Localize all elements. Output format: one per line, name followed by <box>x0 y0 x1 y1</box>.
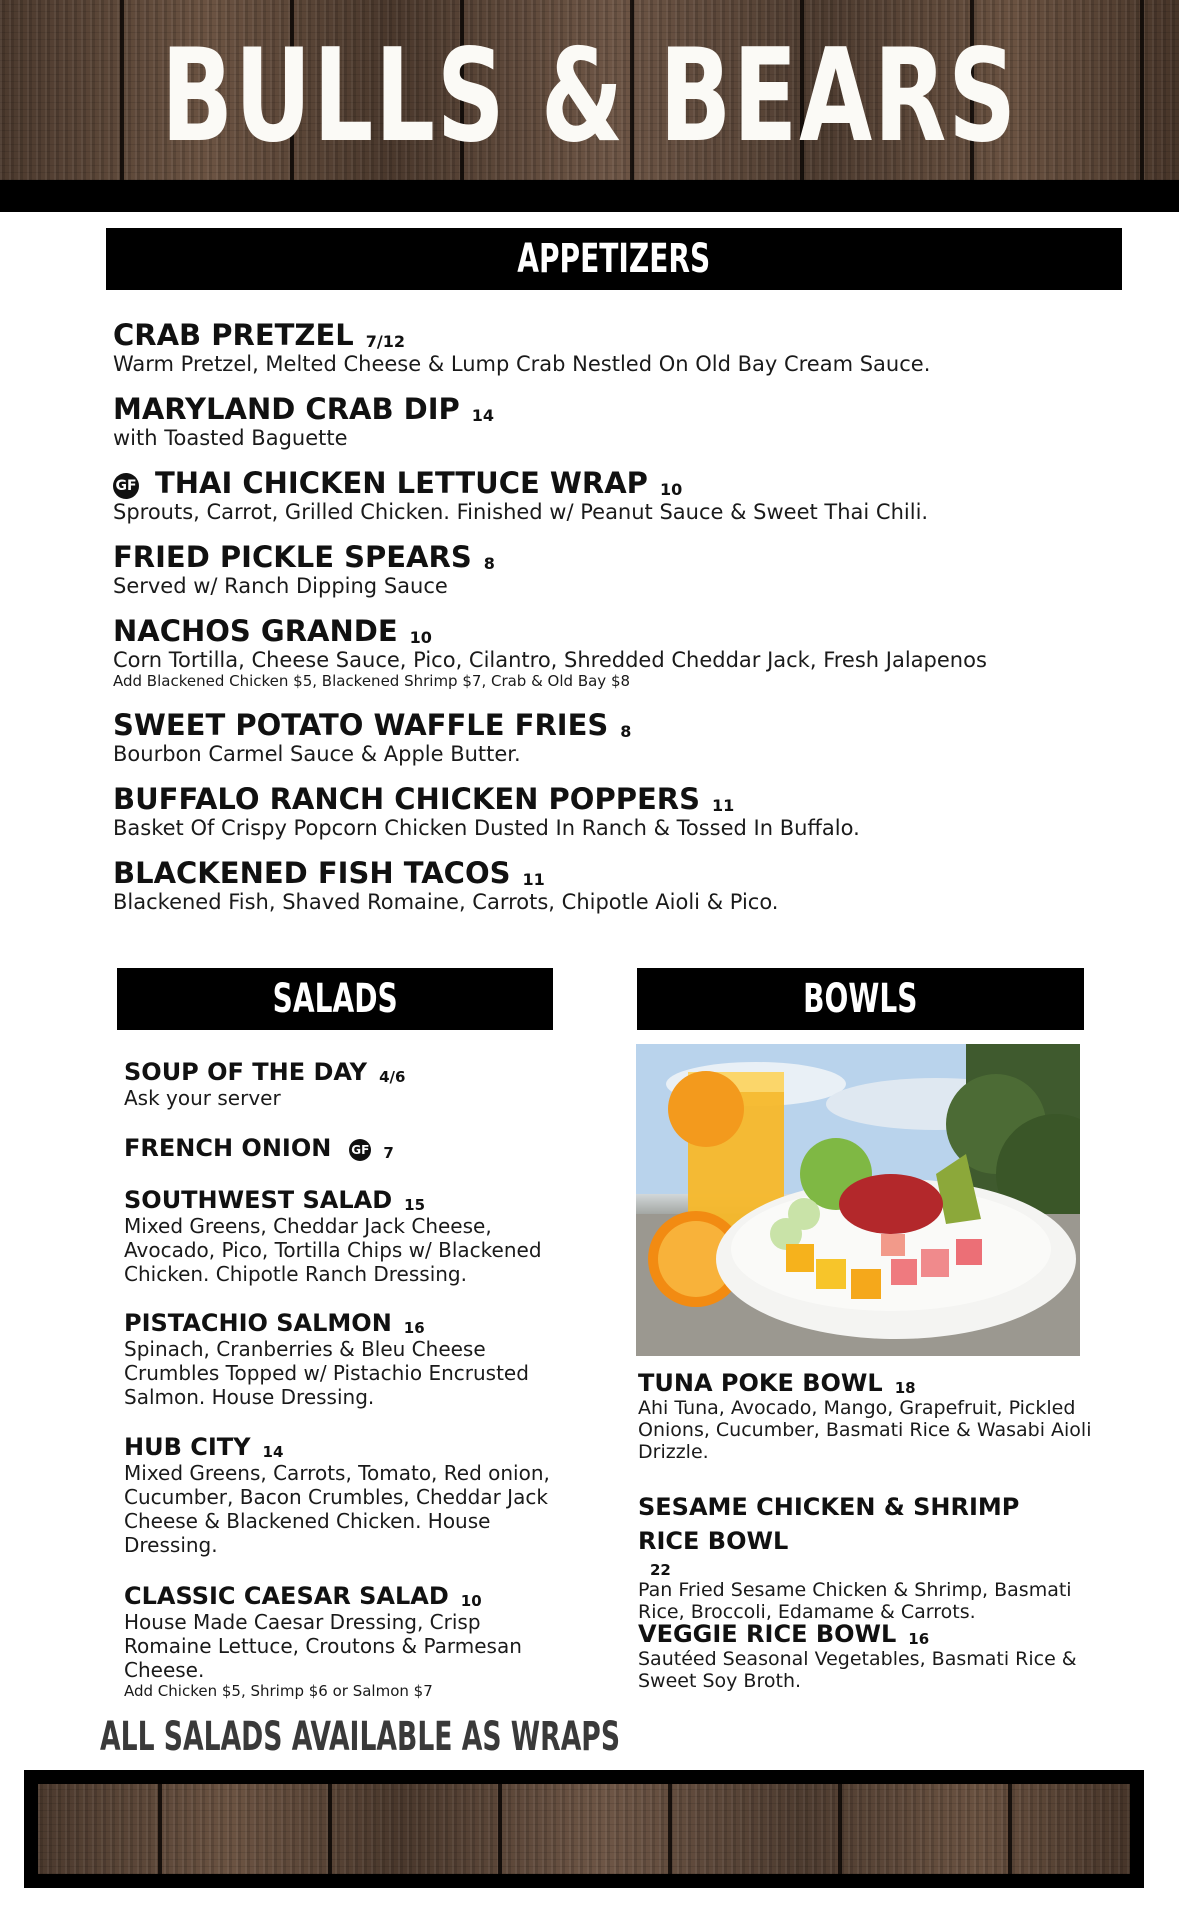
item-price: 10 <box>409 628 432 647</box>
item-price: 4/6 <box>379 1068 406 1086</box>
item-price: 11 <box>712 796 735 815</box>
menu-item-southwest-salad <box>124 1186 564 1286</box>
item-description: Spinach, Cranberries & Bleu Cheese Crumbles Topped w/ Pistachio Encrusted Salmon. House Dressing. <box>124 1337 529 1409</box>
item-name: HUB CITY <box>124 1433 251 1461</box>
menu-item-buffalo-ranch-chicken-poppers <box>113 782 1113 840</box>
item-description: Sprouts, Carrot, Grilled Chicken. Finished w/ Peanut Sauce & Sweet Thai Chili. <box>113 500 929 524</box>
menu-item-classic-caesar-salad <box>124 1582 564 1700</box>
item-price: 7 <box>383 1144 394 1162</box>
item-price: 16 <box>908 1630 930 1648</box>
item-name: BUFFALO RANCH CHICKEN POPPERS <box>113 782 700 816</box>
item-description: Ask your server <box>124 1086 281 1110</box>
item-price: 8 <box>483 554 495 573</box>
item-description: Mixed Greens, Carrots, Tomato, Red onion, Cucumber, Bacon Crumbles, Cheddar Jack Cheese & Blackened Chicken. House Dressing. <box>124 1461 550 1557</box>
item-name: TUNA POKE BOWL <box>638 1369 883 1397</box>
item-price: 18 <box>894 1379 916 1397</box>
item-price: 11 <box>522 870 545 889</box>
item-description: Mixed Greens, Cheddar Jack Cheese, Avocado, Pico, Tortilla Chips w/ Blackened Chicken. Chipotle Ranch Dressing. <box>124 1214 542 1286</box>
item-description: Blackened Fish, Shaved Romaine, Carrots, Chipotle Aioli & Pico. <box>113 890 779 914</box>
item-description: Basket Of Crispy Popcorn Chicken Dusted In Ranch & Tossed In Buffalo. <box>113 816 860 840</box>
appetizers-heading-text: APPETIZERS <box>517 236 711 282</box>
item-price: 14 <box>262 1443 284 1461</box>
header-divider <box>0 180 1179 212</box>
menu-item-maryland-crab-dip <box>113 392 1113 450</box>
item-name: NACHOS GRANDE <box>113 614 398 648</box>
menu-item-fried-pickle-spears <box>113 540 1113 598</box>
item-name: PISTACHIO SALMON <box>124 1309 392 1337</box>
appetizers-heading <box>106 228 1122 290</box>
item-addons-note: Add Blackened Chicken $5, Blackened Shrimp $7, Crab & Old Bay $8 <box>113 672 631 690</box>
item-name: SOUP OF THE DAY <box>124 1058 368 1086</box>
item-name: SOUTHWEST SALAD <box>124 1186 393 1214</box>
footer-wood-panel <box>38 1784 1130 1874</box>
menu-item-sesame-chicken-shrimp-rice-bowl <box>638 1490 1078 1623</box>
salads-heading-text: SALADS <box>272 976 398 1022</box>
salads-heading <box>117 968 553 1030</box>
gluten-free-icon: GF <box>349 1139 371 1161</box>
item-description: with Toasted Baguette <box>113 426 348 450</box>
item-price: 8 <box>620 722 632 741</box>
menu-item-nachos-grande <box>113 614 1153 690</box>
item-price: 22 <box>650 1561 671 1579</box>
menu-item-thai-chicken-lettuce-wrap <box>113 466 1113 524</box>
item-name: SESAME CHICKEN & SHRIMP RICE BOWL <box>638 1493 1020 1555</box>
item-price: 7/12 <box>365 332 406 351</box>
item-name: CLASSIC CAESAR SALAD <box>124 1582 449 1610</box>
item-name: MARYLAND CRAB DIP <box>113 392 460 426</box>
item-description: Corn Tortilla, Cheese Sauce, Pico, Cilantro, Shredded Cheddar Jack, Fresh Jalapenos <box>113 648 987 672</box>
menu-item-sweet-potato-waffle-fries <box>113 708 1113 766</box>
item-description: Ahi Tuna, Avocado, Mango, Grapefruit, Pickled Onions, Cucumber, Basmati Rice & Wasabi Aioli Drizzle. <box>638 1397 1092 1463</box>
menu-item-hub-city <box>124 1433 564 1557</box>
item-name: CRAB PRETZEL <box>113 318 354 352</box>
menu-item-french-onion <box>124 1134 564 1162</box>
header-wood-panel <box>0 0 1179 180</box>
item-addons-note: Add Chicken $5, Shrimp $6 or Salmon $7 <box>124 1682 433 1700</box>
item-description: Pan Fried Sesame Chicken & Shrimp, Basmati Rice, Broccoli, Edamame & Carrots. <box>638 1579 1072 1623</box>
menu-item-crab-pretzel <box>113 318 1113 376</box>
bowls-heading-text: BOWLS <box>803 976 918 1022</box>
restaurant-title: BULLS & BEARS <box>161 22 1018 171</box>
menu-item-tuna-poke-bowl <box>638 1369 1098 1463</box>
poke-bowl-illustration <box>636 1044 1080 1356</box>
item-name: THAI CHICKEN LETTUCE WRAP <box>155 466 648 500</box>
item-description: House Made Caesar Dressing, Crisp Romaine Lettuce, Croutons & Parmesan Cheese. <box>124 1610 522 1682</box>
item-description: Bourbon Carmel Sauce & Apple Butter. <box>113 742 521 766</box>
menu-item-soup-of-the-day <box>124 1058 564 1110</box>
item-description: Sautéed Seasonal Vegetables, Basmati Rice & Sweet Soy Broth. <box>638 1648 1077 1692</box>
gluten-free-icon: GF <box>113 473 139 499</box>
poke-bowl-photo <box>636 1044 1080 1356</box>
item-name: SWEET POTATO WAFFLE FRIES <box>113 708 609 742</box>
item-price: 10 <box>460 1592 482 1610</box>
item-name: FRENCH ONION <box>124 1134 332 1162</box>
item-name: VEGGIE RICE BOWL <box>638 1620 897 1648</box>
menu-item-veggie-rice-bowl <box>638 1620 1098 1692</box>
salads-wraps-note: ALL SALADS AVAILABLE AS WRAPS <box>100 1714 621 1760</box>
item-description: Served w/ Ranch Dipping Sauce <box>113 574 448 598</box>
item-name: BLACKENED FISH TACOS <box>113 856 511 890</box>
menu-item-pistachio-salmon <box>124 1309 564 1409</box>
item-price: 14 <box>471 406 495 425</box>
item-price: 15 <box>404 1196 426 1214</box>
item-description: Warm Pretzel, Melted Cheese & Lump Crab Nestled On Old Bay Cream Sauce. <box>113 352 931 376</box>
item-price: 10 <box>659 480 683 499</box>
item-name: FRIED PICKLE SPEARS <box>113 540 472 574</box>
item-price: 16 <box>403 1319 425 1337</box>
bowls-heading <box>637 968 1084 1030</box>
menu-item-blackened-fish-tacos <box>113 856 1113 914</box>
